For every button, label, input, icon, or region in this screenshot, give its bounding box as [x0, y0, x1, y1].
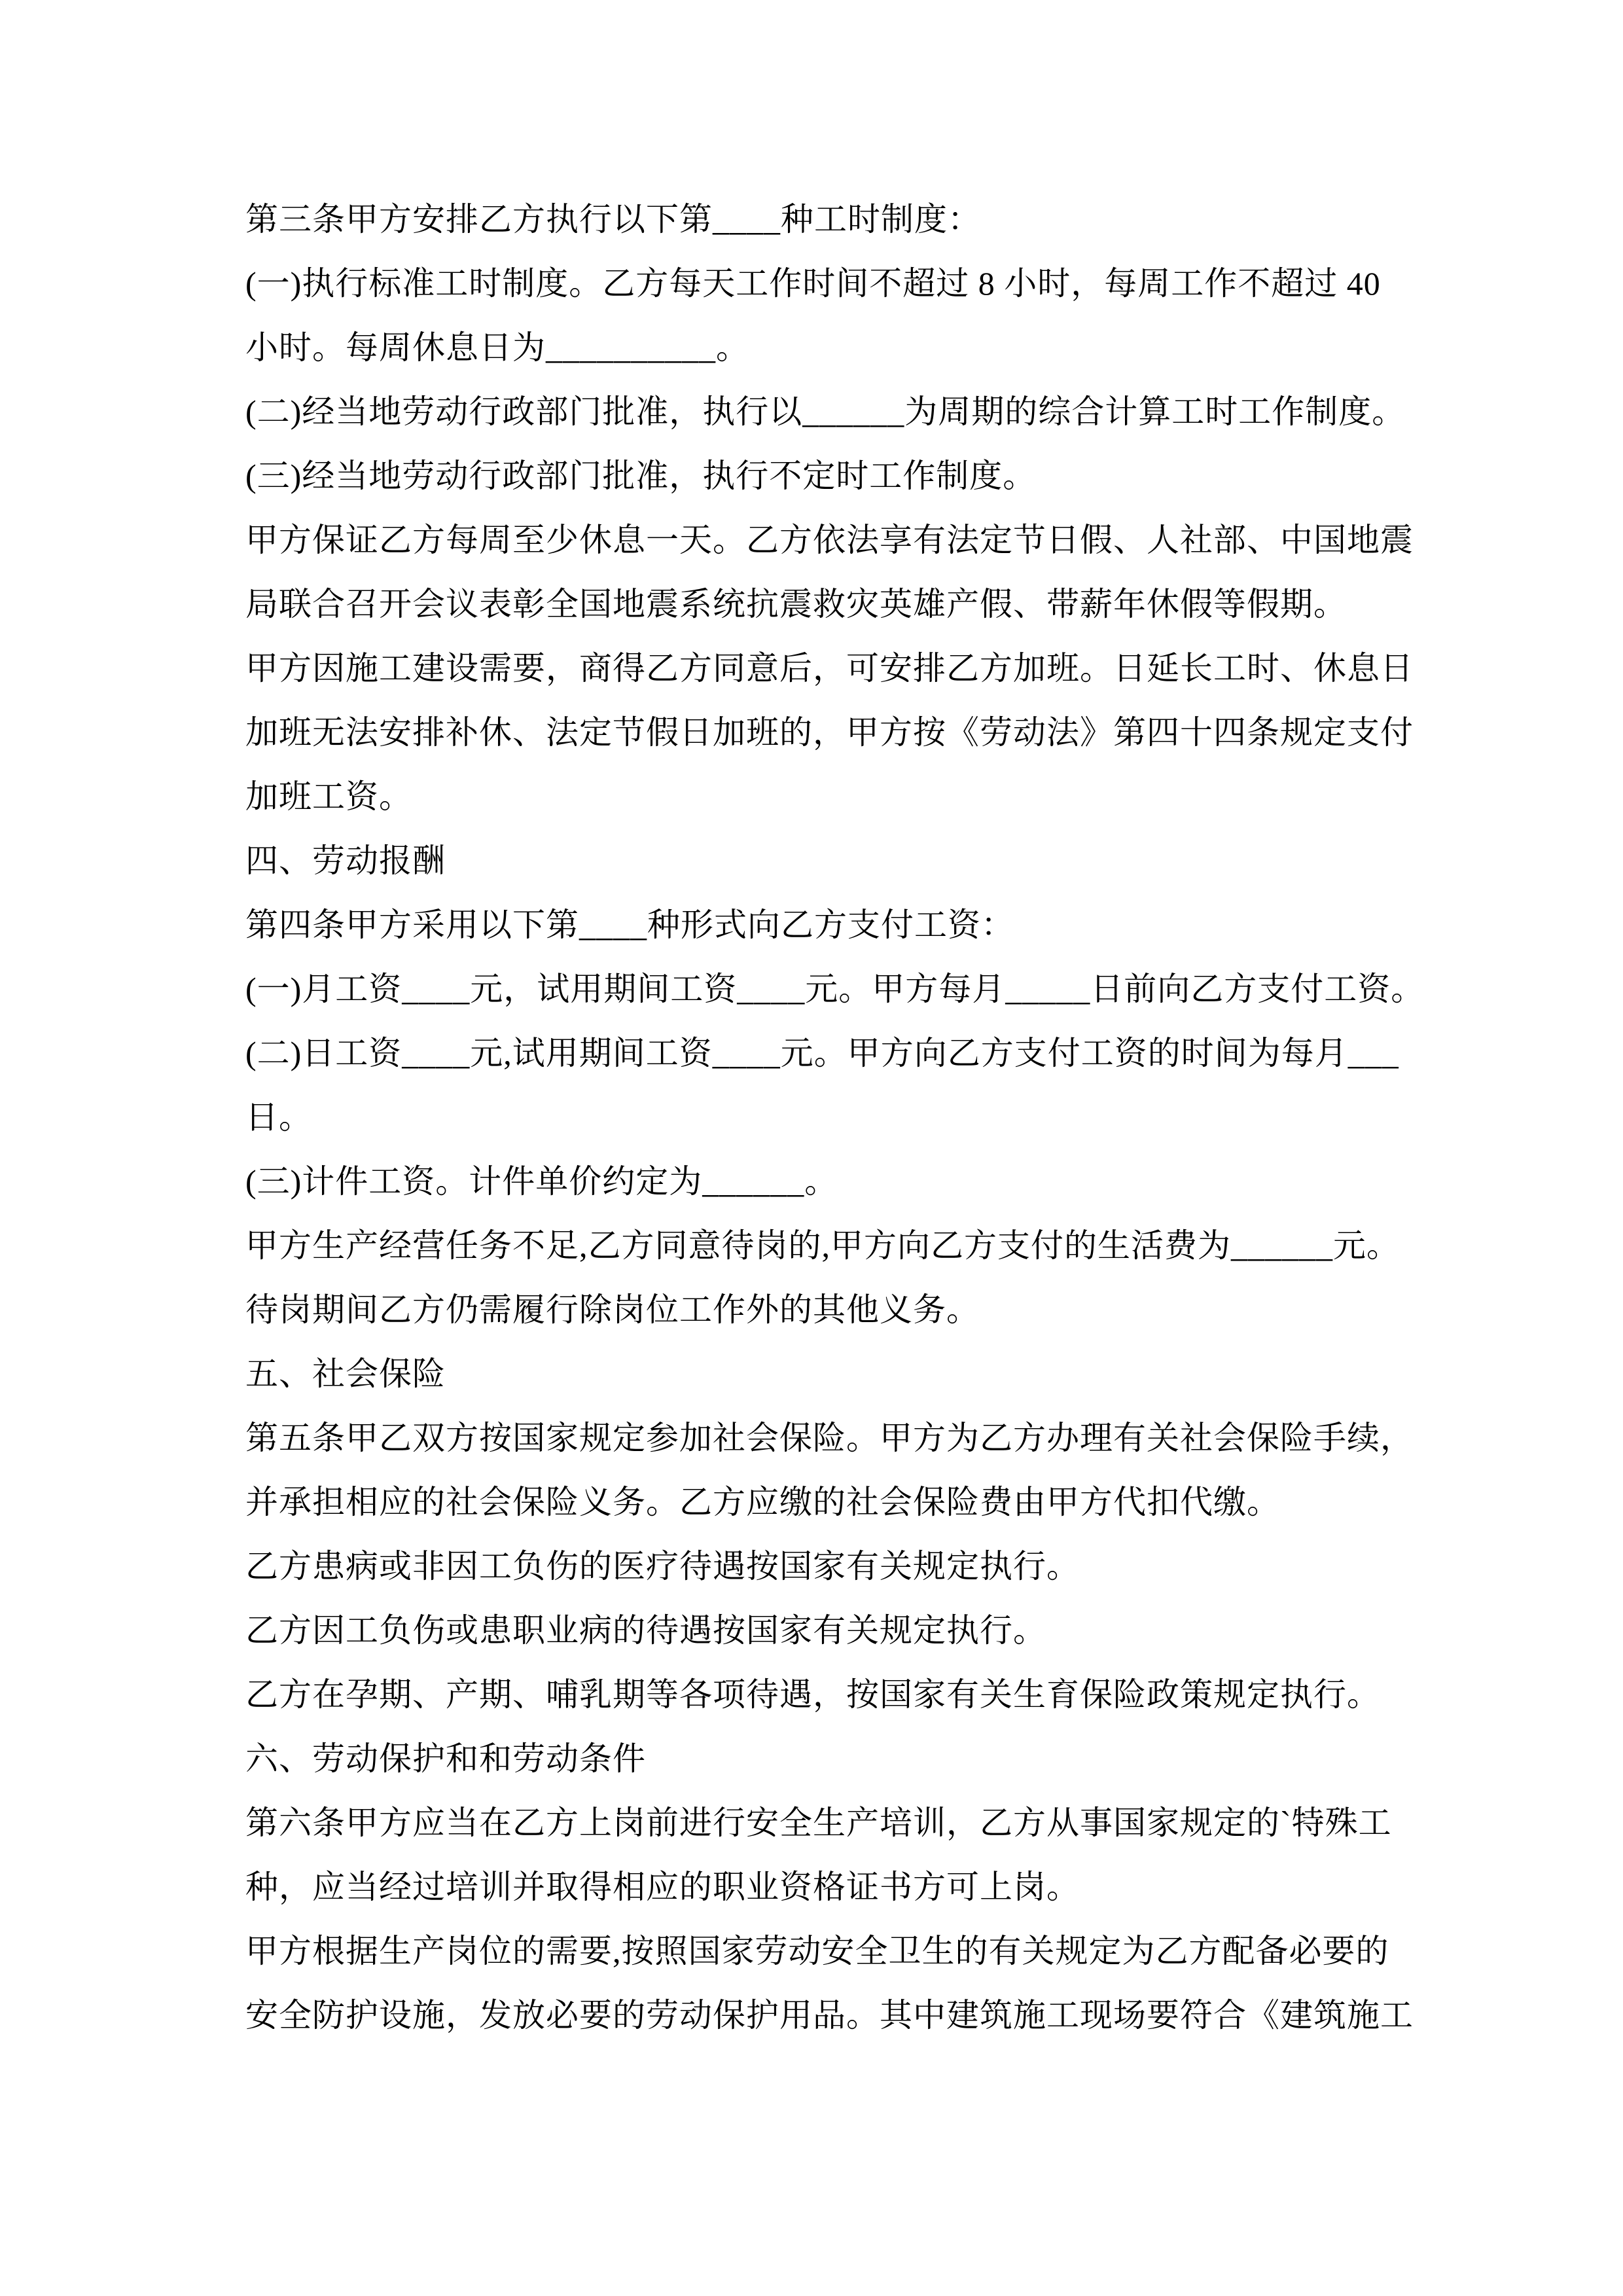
- clause-6-safety-training-line: 第六条甲方应当在乙方上岗前进行安全生产培训，乙方从事国家规定的`特殊工: [245, 1804, 1392, 1841]
- contract-line: 乙方在孕期、产期、哺乳期等各项待遇，按国家有关生育保险政策规定执行。: [245, 1676, 1380, 1713]
- contract-line: 日。: [245, 1099, 312, 1136]
- contract-line: (一)执行标准工时制度。乙方每天工作时间不超过 8 小时，每周工作不超过 40: [245, 265, 1381, 302]
- section-heading-labor-protection: 六、劳动保护和和劳动条件: [245, 1740, 646, 1777]
- section-heading-social-insurance: 五、社会保险: [245, 1355, 446, 1392]
- contract-line: 加班无法安排补休、法定节假日加班的，甲方按《劳动法》第四十四条规定支付: [245, 714, 1414, 751]
- clause-3-working-hours-line: 第三条甲方安排乙方执行以下第____种工时制度：: [245, 201, 981, 238]
- contract-line: 乙方因工负伤或患职业病的待遇按国家有关规定执行。: [245, 1612, 1046, 1649]
- contract-line: 甲方保证乙方每周至少休息一天。乙方依法享有法定节日假、人社部、中国地震: [245, 522, 1414, 558]
- contract-line: 乙方患病或非因工负伤的医疗待遇按国家有关规定执行。: [245, 1548, 1080, 1585]
- contract-line: 种，应当经过培训并取得相应的职业资格证书方可上岗。: [245, 1869, 1080, 1905]
- contract-line: 安全防护设施，发放必要的劳动保护用品。其中建筑施工现场要符合《建筑施工: [245, 1997, 1414, 2034]
- contract-line: (二)日工资____元,试用期间工资____元。甲方向乙方支付工资的时间为每月___: [245, 1035, 1399, 1071]
- contract-line: (三)计件工资。计件单价约定为______。: [245, 1163, 838, 1200]
- contract-line: 甲方因施工建设需要，商得乙方同意后，可安排乙方加班。日延长工时、休息日: [245, 650, 1414, 687]
- contract-line: 局联合召开会议表彰全国地震系统抗震救灾英雄产假、带薪年休假等假期。: [245, 586, 1347, 622]
- clause-5-social-insurance-line: 第五条甲乙双方按国家规定参加社会保险。甲方为乙方办理有关社会保险手续，: [245, 1420, 1414, 1456]
- contract-line: (三)经当地劳动行政部门批准，执行不定时工作制度。: [245, 457, 1037, 494]
- contract-line: (二)经当地劳动行政部门批准，执行以______为周期的综合计算工时工作制度。: [245, 393, 1406, 430]
- contract-line: 小时。每周休息日为__________。: [245, 329, 749, 366]
- clause-4-wage-payment-line: 第四条甲方采用以下第____种形式向乙方支付工资：: [245, 906, 1014, 943]
- section-heading-labor-remuneration: 四、劳动报酬: [245, 842, 446, 879]
- contract-line: 并承担相应的社会保险义务。乙方应缴的社会保险费由甲方代扣代缴。: [245, 1484, 1280, 1520]
- contract-line: 甲方根据生产岗位的需要,按照国家劳动安全卫生的有关规定为乙方配备必要的: [245, 1933, 1389, 1969]
- contract-text-block: [245, 187, 1427, 2047]
- contract-line: 待岗期间乙方仍需履行除岗位工作外的其他义务。: [245, 1291, 980, 1328]
- contract-line: 加班工资。: [245, 778, 412, 815]
- contract-line: 甲方生产经营任务不足,乙方同意待岗的,甲方向乙方支付的生活费为______元。: [245, 1227, 1400, 1264]
- contract-line: (一)月工资____元，试用期间工资____元。甲方每月_____日前向乙方支付工资。: [245, 971, 1425, 1007]
